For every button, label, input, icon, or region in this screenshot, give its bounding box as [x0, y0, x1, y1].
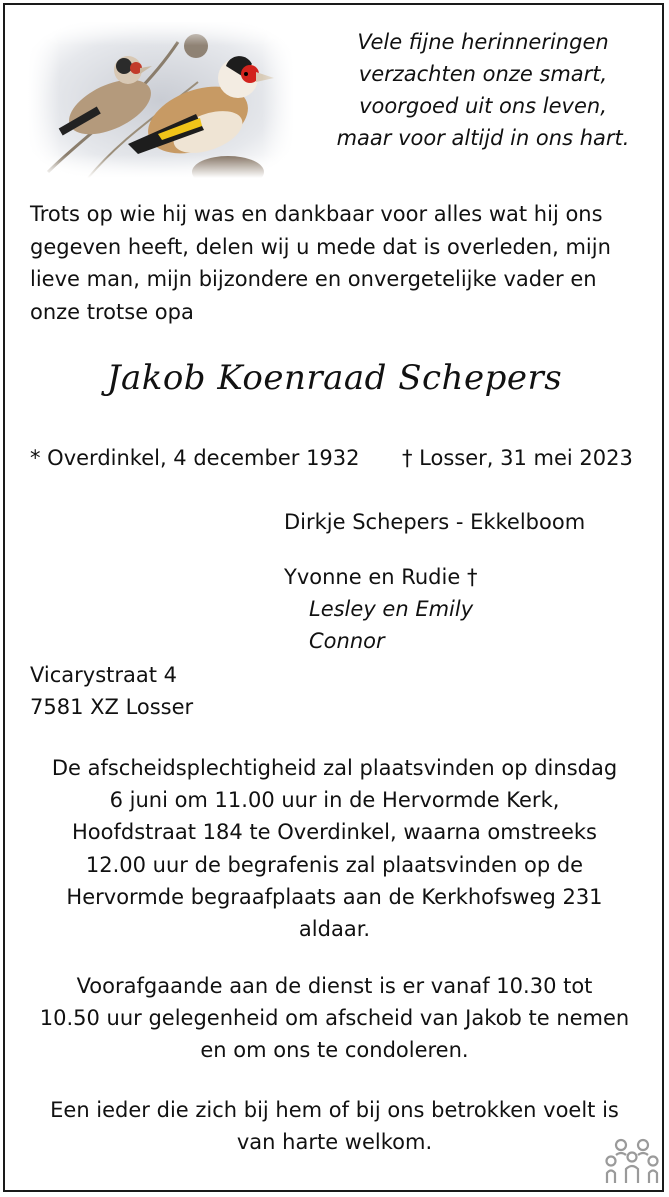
condolence-line: en om ons te condoleren.: [200, 1038, 469, 1063]
grandchildren-names: Connor: [309, 629, 385, 653]
grandchildren-names: Lesley en Emily: [309, 597, 474, 621]
poem-line: verzachten onze smart,: [358, 62, 608, 86]
intro-line: Trots op wie hij was en dankbaar voor alles wat hij ons: [30, 202, 603, 226]
intro-line: gegeven heeft, delen wij u mede dat is overleden, mijn: [30, 234, 611, 259]
poem-line: maar voor altijd in ons hart.: [336, 126, 630, 150]
welcome-line: van harte welkom.: [236, 1130, 433, 1155]
intro-line: onze trotse opa: [30, 299, 194, 324]
spouse-name: Dirkje Schepers - Ekkelboom: [284, 510, 586, 534]
condolence-line: 10.50 uur gelegenheid om afscheid van Jakob te nemen: [39, 1006, 630, 1031]
ceremony-line: 6 juni om 11.00 uur in de Hervormde Kerk,: [109, 788, 560, 813]
birth-date: * Overdinkel, 4 december 1932: [30, 446, 360, 470]
poem-line: Vele fijne herinneringen: [357, 30, 609, 54]
ceremony-line: Hoofdstraat 184 te Overdinkel, waarna omstreeks: [71, 820, 597, 845]
ceremony-line: aldaar.: [298, 917, 371, 942]
welcome-note: [20, 1094, 649, 1158]
deceased-name: Jakob Koenraad Schepers: [106, 358, 563, 398]
ceremony-info: [20, 752, 649, 945]
death-date: † Losser, 31 mei 2023: [402, 446, 633, 470]
ceremony-line: Hervormde begraafplaats aan de Kerkhofsweg 231: [66, 884, 603, 909]
life-dates: [30, 446, 640, 470]
poem-line: voorgoed uit ons leven,: [359, 94, 607, 118]
goldfinch-birds-photo: [28, 22, 294, 178]
address-city: 7581 XZ Losser: [30, 695, 194, 719]
announcement-text: [30, 198, 650, 328]
welcome-line: Een ieder die zich bij hem of bij ons betrokken voelt is: [50, 1098, 619, 1122]
ceremony-line: De afscheidsplechtigheid zal plaatsvinden op dinsdag: [51, 756, 618, 780]
intro-line: lieve man, mijn bijzondere en onvergetelijke vader en: [30, 267, 597, 291]
address-street: Vicarystraat 4: [30, 663, 178, 687]
people-group-icon: [604, 1135, 660, 1187]
condolence-line: Voorafgaande aan de dienst is er vanaf 10.30 tot: [76, 974, 593, 998]
ceremony-line: 12.00 uur de begrafenis zal plaatsvinden op de: [85, 852, 584, 877]
poem: [300, 26, 666, 154]
condolence-info: [20, 970, 649, 1067]
children-names: Yvonne en Rudie †: [284, 565, 478, 589]
